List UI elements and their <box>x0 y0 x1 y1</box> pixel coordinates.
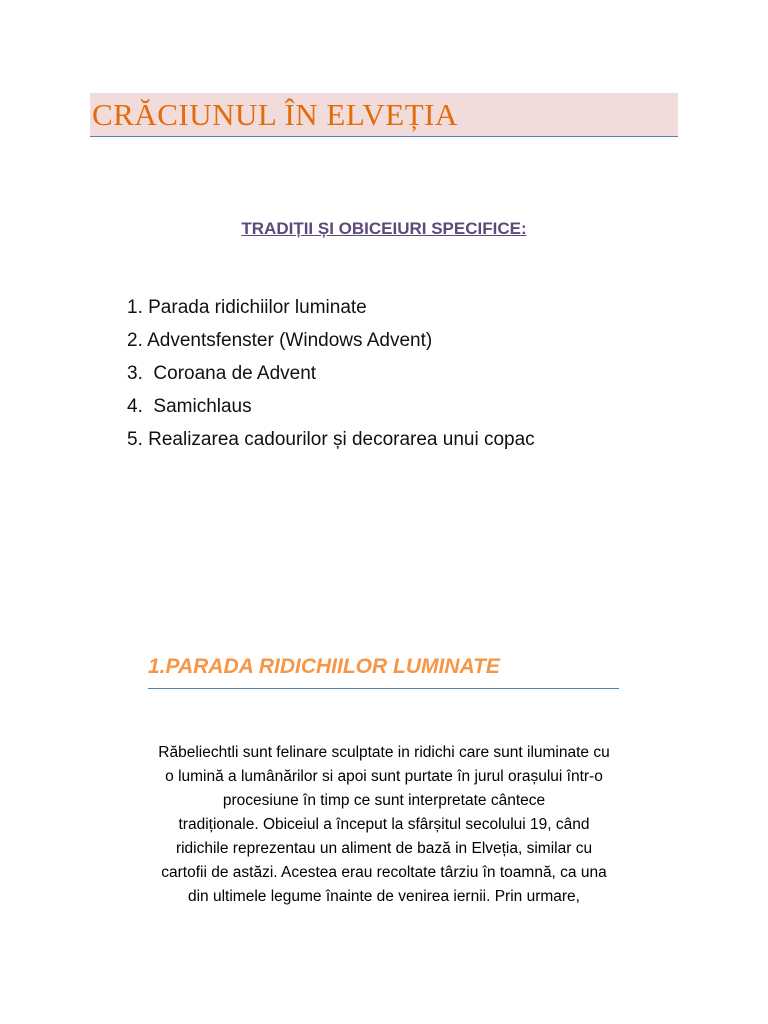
list-item: 4. Samichlaus <box>127 396 252 417</box>
subtitle: TRADIȚII ȘI OBICEIURI SPECIFICE: <box>241 219 527 238</box>
body-line: procesiune în timp ce sunt interpretate cântece <box>222 792 546 809</box>
section-heading: 1.PARADA RIDICHIILOR LUMINATE <box>148 655 500 678</box>
body-line: tradiționale. Obiceiul a început la sfârșitul secolului 19, când <box>178 816 590 833</box>
list-item: 5. Realizarea cadourilor și decorarea unui copac <box>127 429 535 450</box>
list-item: 2. Adventsfenster (Windows Advent) <box>127 330 433 351</box>
body-paragraph <box>118 741 650 909</box>
body-line: cartofii de astăzi. Acestea erau recoltate târziu în toamnă, ca una <box>161 864 607 881</box>
page-title: CRĂCIUNUL ÎN ELVEȚIA <box>92 97 458 132</box>
list-item: 3. Coroana de Advent <box>127 363 317 384</box>
traditions-list <box>127 294 535 459</box>
body-line: ridichile reprezentau un aliment de bază in Elveția, similar cu <box>175 840 593 857</box>
list-item: 1. Parada ridichiilor luminate <box>127 297 367 318</box>
body-line: Răbeliechtli sunt felinare sculptate in ridichi care sunt iluminate cu <box>158 744 610 761</box>
title-band <box>90 93 678 137</box>
section-heading-block <box>148 653 619 689</box>
body-line: o lumină a lumânărilor si apoi sunt purtate în jurul orașului într-o <box>165 768 603 785</box>
body-line: din ultimele legume înainte de venirea iernii. Prin urmare, <box>187 888 580 905</box>
